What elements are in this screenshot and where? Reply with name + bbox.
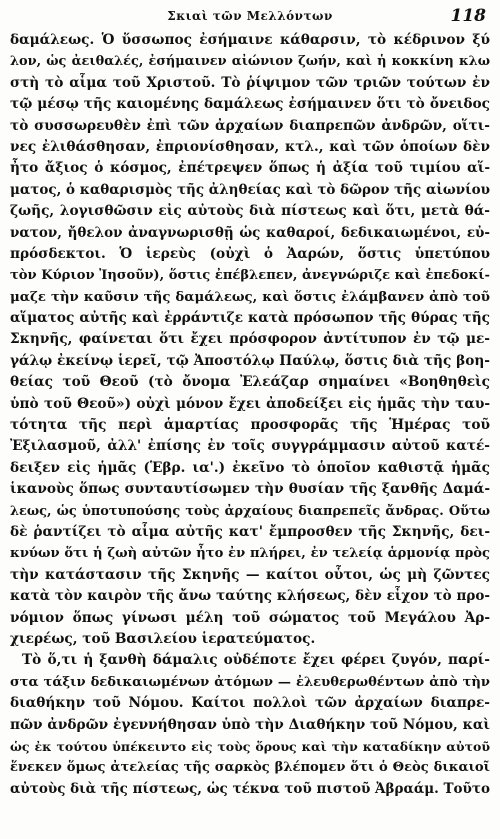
text-line: διαθήκην τοῦ Νόμου. Καίτοι πολλοὶ τῶν ἀρχαίων διαπρε- [10,695,490,712]
text-line: γάλῳ ἐκείνῳ ἱερεῖ, τῷ Ἀποστόλῳ Παύλῳ, ὅστις διὰ τῆς βοη- [10,352,490,369]
text-line: κνύων ὅτι ἡ ζωὴ αὐτῶν ἦτο ἐν πλήρει, ἐν τελείᾳ ἁρμονίᾳ πρὸς [10,546,490,562]
text-line: λον, ὡς ἀειθαλές, ἐσήμαινεν αἰώνιον ζωήν, καὶ ἡ κοκκίνη κλω [10,54,490,70]
text-line: ματος, ὁ καθαρισμὸς τῆς ἀληθείας καὶ τὸ δῶρον τῆς αἰωνίου [10,181,490,198]
text-line: πῶν ἀνδρῶν ἐγεννήθησαν ὑπὸ τὴν Διαθήκην τοῦ Νόμου, καὶ [10,716,490,733]
text-line: ὑπὸ τοῦ Θεοῦ») οὐχὶ μόνον ἔχει ἀποδείξει εἰς ἡμᾶς τὴν ταυ- [10,395,490,412]
text-line: δαμάλεως. Ὁ ὕσσωπος ἐσήμαινε κάθαρσιν, τὸ κέδρινον ξύ [10,32,490,48]
text-line: ἱκανοὺς ὅπως συνταυτίσωμεν τὴν θυσίαν τῆς ξανθῆς Δαμά- [10,481,490,498]
text-line: τὸ συσσωρευθὲν ἐπὶ τῶν ἀρχαίων διαπρεπῶν ἀνδρῶν, οἵτι- [10,117,490,134]
text-line: αὐτοὺς διὰ τῆς πίστεως, ὡς τέκνα τοῦ πιστοῦ Ἀβραάμ. Τοῦτο [10,780,490,797]
text-line: ἕνεκεν ὅμως ἀτελείας τῆς σαρκὸς βλέπομεν ὅτι ὁ Θεὸς δικαιοῖ [10,760,490,776]
text-line: Ἐξιλασμοῦ, ἀλλ' ἐπίσης ἐν τοῖς συγγράμμασιν αὐτοῦ κατέ- [10,438,490,455]
text-line: στα τάξιν δεδικαιωμένων ἀτόμων — ἐλευθερωθέντων ἀπὸ τὴν [10,674,490,690]
text-line: τῷ μέσῳ τῆς καιομένης δαμάλεως ἐσήμαινεν ὅτι τὸ ὄνειδος [10,96,490,113]
text-line: δειξεν εἰς ἡμᾶς (Ἑβρ. ια'.) ἐκεῖνο τὸ ὁποῖον καθιστᾷ ἡμᾶς [10,459,490,476]
body-text [10,30,490,800]
text-line: χιερέως, τοῦ Βασιλείου ἱερατεύματος. [10,630,316,647]
text-line: ἦτο ἄξιος ὁ κόσμος, ἐπέτρεψεν ὅπως ἡ ἀξία τοῦ τιμίου αἵ- [10,160,490,177]
text-line: νόμιον ὅπως γίνωσι μέλη τοῦ σώματος τοῦ Μεγάλου Ἀρ- [10,609,490,626]
running-title: Σκιαὶ τῶν Μελλόντων [167,9,333,23]
text-line: τὴν κατάστασιν τῆς Σκηνῆς — καίτοι οὗτοι, ὡς μὴ ζῶντες [10,566,490,583]
text-line: μαζε τὴν καῦσιν τῆς δαμάλεως, καὶ ὅστις ἐλάμβανεν ἀπὸ τοῦ [10,289,490,305]
text-line: κατὰ τὸν καιρὸν τῆς ἄνω ταύτης κλήσεως, δὲν εἶχον τὸ προ- [10,588,490,605]
text-line: θείας τοῦ Θεοῦ (τὸ ὄνομα Ἐλεάζαρ σημαίνει «Βοηθηθεὶς [10,374,490,391]
running-header [10,6,490,30]
text-line: λεως, ὡς ὑποτυπούσης τοὺς ἀρχαίους διαπρεπεῖς ἄνδρας. Οὕτω [10,503,490,519]
text-line: τότητα τῆς περὶ ἁμαρτίας προσφορᾶς τῆς Ἡμέρας τοῦ [10,417,490,434]
text-line: αἵματος αὐτῆς καὶ ἐρράντιζε κατὰ πρόσωπον τῆς θύρας τῆς [10,310,490,327]
text-line: ὡς ἐκ τούτου ὑπέκειντο εἰς τοὺς ὅρους καὶ τὴν καταδίκην αὐτοῦ [10,738,490,754]
text-line: νατον, ἤθελον ἀναγνωρισθῇ ὡς καθαροί, δεδικαιωμένοι, εὐ- [10,224,490,241]
text-line: τὸν Κύριον Ἰησοῦν), ὅστις ἐπέβλεπεν, ἀνεγνώριζε καὶ ἐπεδοκί- [10,268,490,284]
text-line: ζωῆς, λογισθῶσιν εἰς αὐτοὺς διὰ πίστεως καὶ ὅτι, μετὰ θά- [10,203,490,220]
text-line: Σκηνῆς, φαίνεται ὅτι ἔχει πρόσφορον ἀντίτυπον ἐν τῷ με- [10,331,490,348]
text-line: δὲ ῥαντίζει τὸ αἷμα αὐτῆς κατ' ἔμπροσθεν τῆς Σκηνῆς, δει- [10,523,490,540]
text-line: στὴ τὸ αἷμα τοῦ Χριστοῦ. Τὸ ῥίψιμον τῶν τριῶν τούτων ἐν [10,74,490,91]
page-number: 118 [450,6,486,26]
text-line: νες ἐλιθάσθησαν, ἐπριονίσθησαν, κτλ., καὶ τῶν ὁποίων δὲν [10,138,490,155]
text-line: πρόσδεκτοι. Ὁ ἱερεὺς (οὐχὶ ὁ Ἀαρών, ὅστις ὑπετύπου [10,245,490,262]
text-line: Τὸ ὅ,τι ἡ ξανθὴ δάμαλις οὐδέποτε ἔχει φέρει ζυγόν, παρί- [22,652,490,669]
